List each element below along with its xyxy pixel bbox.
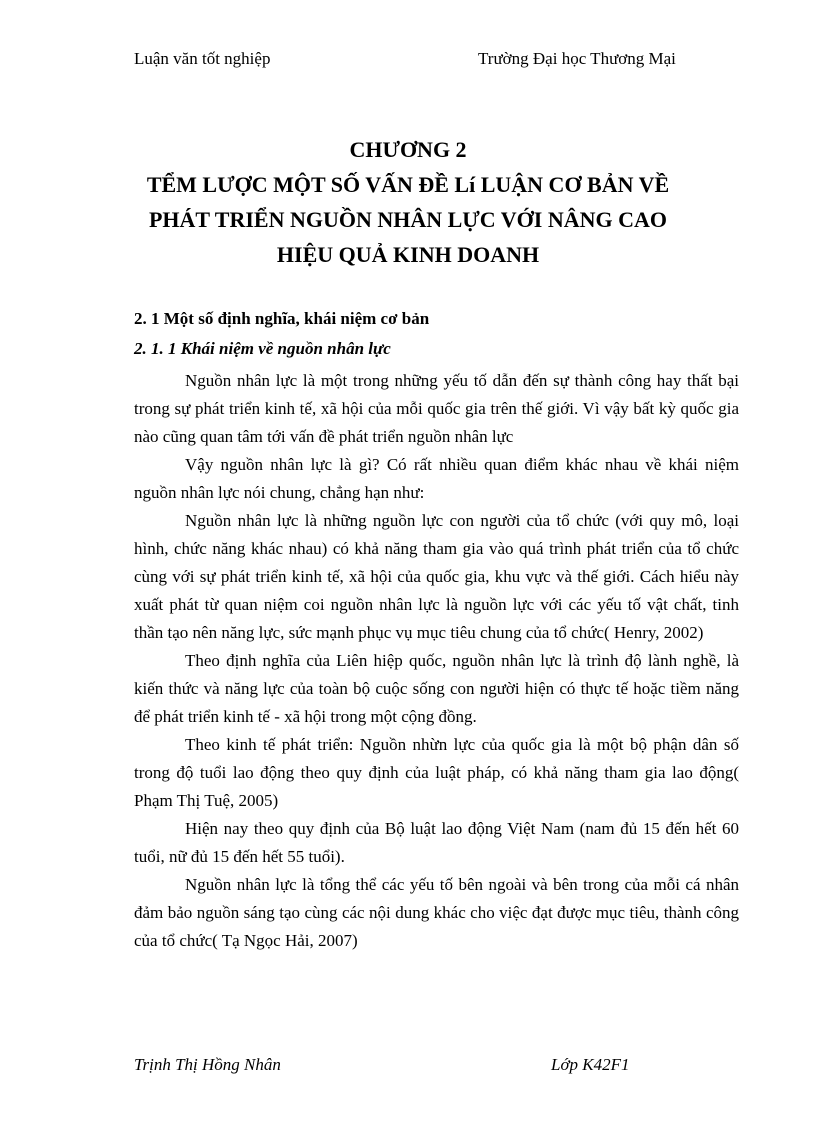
paragraph: Nguồn nhân lực là những nguồn lực con người của tổ chức (với quy mô, loại hình, chức năng khác nhau) có khả năng tham gia vào quá trình phát triển của tổ chức cùng với sự phát triển kinh tế, xã hội của quốc gia, khu vực và thế giới. Cách hiểu này xuất phát từ quan niệm coi nguồn nhân lực là nguồn lực với các yếu tố vật chất, tinh thần tạo nên năng lực, sức mạnh phục vụ mục tiêu chung của tổ chức( Henry, 2002) xyxy=(134,511,739,642)
footer-author: Trịnh Thị Hồng Nhân xyxy=(134,1055,281,1074)
section-heading: 2. 1 Một số định nghĩa, khái niệm cơ bản xyxy=(134,309,430,328)
paragraph: Nguồn nhân lực là tổng thể các yếu tố bên ngoài và bên trong của mỗi cá nhân đảm bảo nguồn sáng tạo cùng các nội dung khác cho việc đạt được mục tiêu, thành công của tổ chức( Tạ Ngọc Hải, 2007) xyxy=(134,875,739,950)
paragraph: Nguồn nhân lực là một trong những yếu tố dẫn đến sự thành công hay thất bại trong sự phát triển kinh tế, xã hội của mỗi quốc gia trên thế giới. Vì vậy bất kỳ quốc gia nào cũng quan tâm tới vấn đề phát triển nguồn nhân lực xyxy=(134,371,739,446)
body-text xyxy=(134,367,739,955)
chapter-title-line-3: HIỆU QUẢ KINH DOANH xyxy=(276,242,540,267)
header-right: Trường Đại học Thương Mại xyxy=(478,49,676,68)
paragraph: Theo kinh tế phát triển: Nguồn nhừn lực của quốc gia là một bộ phận dân số trong độ tuổi lao động theo quy định của luật pháp, có khả năng tham gia lao động( Phạm Thị Tuệ, 2005) xyxy=(134,735,739,810)
chapter-title-line-2: PHÁT TRIỂN NGUỒN NHÂN LỰC VỚI NÂNG CAO xyxy=(148,207,668,232)
paragraph: Vậy nguồn nhân lực là gì? Có rất nhiều quan điểm khác nhau về khái niệm nguồn nhân lực nói chung, chẳng hạn như: xyxy=(134,455,739,502)
paragraph: Hiện nay theo quy định của Bộ luật lao động Việt Nam (nam đủ 15 đến hết 60 tuổi, nữ đủ 15 đến hết 55 tuổi). xyxy=(134,819,739,866)
header-left: Luận văn tốt nghiệp xyxy=(134,49,271,68)
chapter-heading xyxy=(100,132,716,272)
chapter-number: CHƯƠNG 2 xyxy=(349,137,467,162)
chapter-title-line-1: TỂM LƯỢC MỘT SỐ VẤN ĐỀ Lí LUẬN CƠ BẢN VỀ xyxy=(146,172,670,197)
paragraph: Theo định nghĩa của Liên hiệp quốc, nguồn nhân lực là trình độ lành nghề, là kiến thức và năng lực của toàn bộ cuộc sống con người hiện có thực tế hoặc tiềm năng để phát triển kinh tế - xã hội trong một cộng đồng. xyxy=(134,651,739,726)
footer-class: Lớp K42F1 xyxy=(551,1055,630,1074)
subsection-heading: 2. 1. 1 Khái niệm về nguồn nhân lực xyxy=(134,339,391,358)
